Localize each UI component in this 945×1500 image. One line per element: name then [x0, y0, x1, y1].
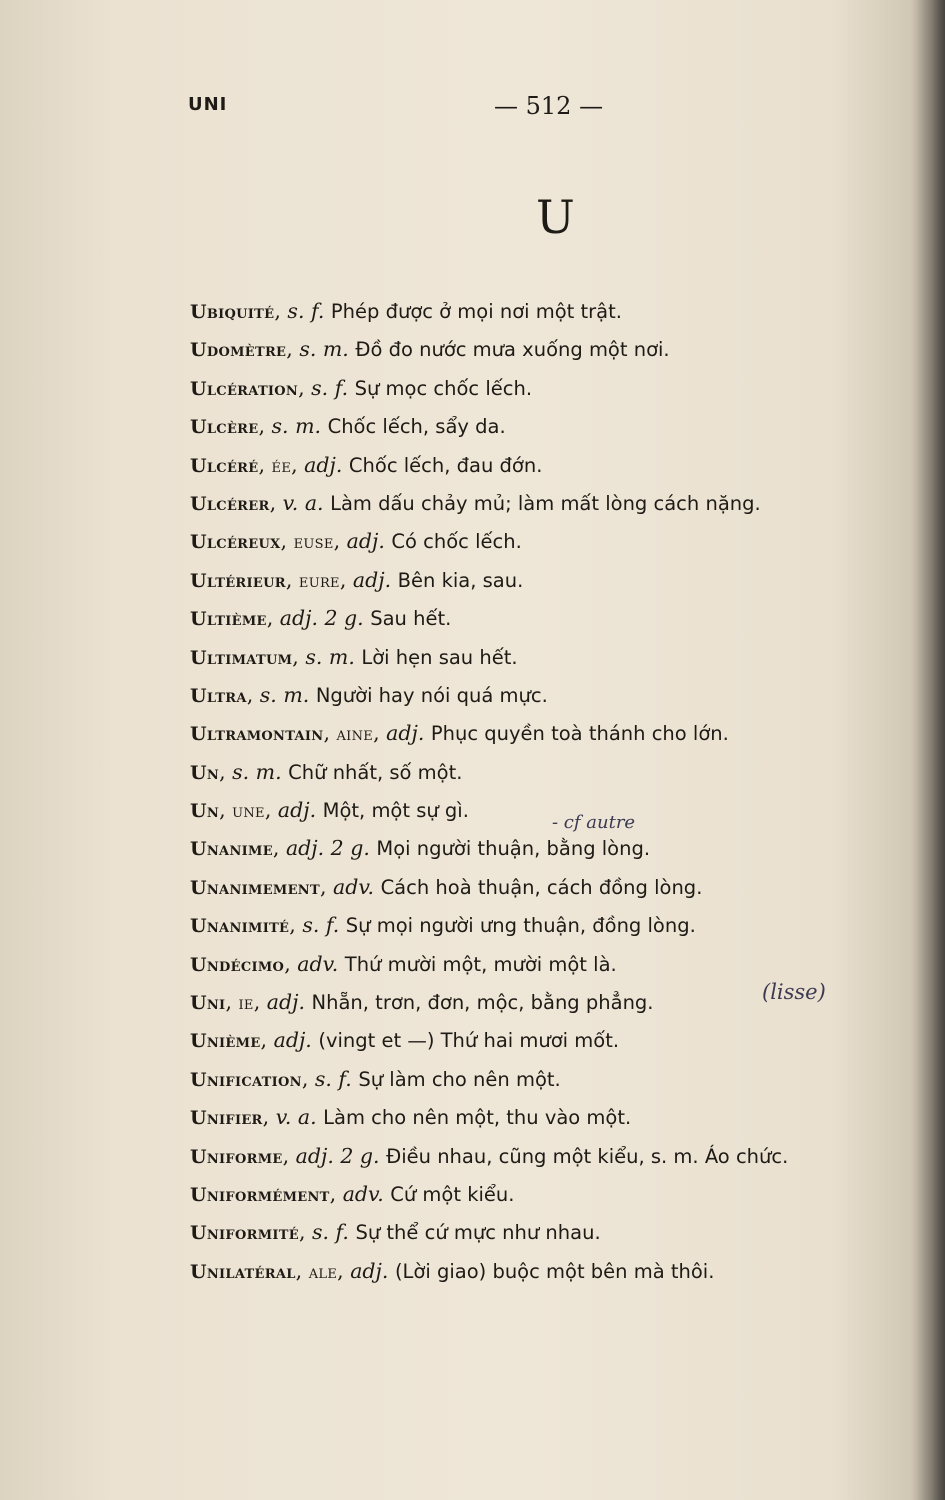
handwritten-note-lisse: (lisse) — [762, 980, 826, 1004]
entry-part-of-speech: s. f. — [314, 1066, 352, 1091]
entry-definition: Sau hết. — [370, 607, 452, 631]
entry-definition: Chốc lếch, đau đớn. — [348, 453, 543, 477]
entry-definition: Thứ mười một, mười một là. — [344, 952, 617, 976]
entry-headword: Ubiquité — [190, 301, 275, 323]
dictionary-entry: Ultérieur, eure, adj. Bên kia, sau. — [190, 567, 524, 592]
entry-headword: Ultimatum — [190, 646, 293, 669]
entry-headword: Unanimement — [190, 876, 320, 899]
entry-definition: Một, một sự gì. — [322, 799, 469, 823]
entry-headword: Uniformité — [190, 1222, 299, 1245]
entry-part-of-speech: adj. — [277, 798, 317, 823]
running-head: UNI — [188, 94, 228, 115]
dictionary-entry: Ulcéré, ée, adj. Chốc lếch, đau đớn. — [190, 452, 543, 477]
entry-part-of-speech: s. f. — [287, 299, 325, 323]
entry-headword: Uni — [190, 992, 226, 1015]
entry-definition: (vingt et —) Thứ hai mươi mốt. — [318, 1029, 620, 1053]
dictionary-entry: Uni, ie, adj. Nhẵn, trơn, đơn, mộc, bằng phẳng. — [190, 990, 654, 1015]
entry-part-of-speech: adj. — [352, 567, 392, 592]
entry-part-of-speech: v. a. — [282, 490, 324, 515]
entry-definition: Cứ một kiểu. — [390, 1182, 515, 1206]
entry-part-of-speech: s. f. — [302, 913, 340, 938]
page-gutter-shadow — [911, 0, 945, 1500]
entry-headword: Ulcéré — [190, 454, 259, 477]
entry-headword: Ulcère — [190, 416, 259, 439]
entry-headword: Undécimo — [190, 953, 285, 976]
entry-headword: Uniformément — [190, 1183, 330, 1206]
entry-part-of-speech: s. f. — [312, 1220, 349, 1245]
dictionary-entry: Unième, adj. (vingt et —) Thứ hai mươi mốt. — [190, 1028, 620, 1053]
entry-feminine-form: une — [232, 801, 265, 823]
entry-part-of-speech: adj. — [350, 1258, 389, 1283]
entry-feminine-form: aine — [336, 724, 374, 746]
entry-part-of-speech: s. m. — [271, 414, 322, 439]
dictionary-entry: Ultième, adj. 2 g. Sau hết. — [190, 606, 452, 631]
entry-definition: Sự thể cứ mực như nhau. — [355, 1221, 601, 1245]
dictionary-entry: Ulcère, s. m. Chốc lếch, sẩy da. — [190, 414, 506, 439]
dictionary-entry: Un, une, adj. Một, một sự gì. — [190, 798, 469, 823]
entry-feminine-form: ée — [271, 455, 292, 477]
dictionary-entry: Undécimo, adv. Thứ mười một, mười một là. — [190, 951, 617, 976]
entry-definition: Làm cho nên một, thu vào một. — [323, 1106, 632, 1130]
entry-part-of-speech: adv. — [333, 874, 375, 899]
entry-part-of-speech: adj. 2 g. — [285, 836, 370, 861]
dictionary-entry: Udomètre, s. m. Đồ đo nước mưa xuống một nơi. — [190, 337, 670, 362]
dictionary-entry: Ultramontain, aine, adj. Phục quyền toà thánh cho lớn. — [190, 721, 729, 746]
dictionary-entries — [190, 292, 890, 1290]
entry-feminine-form: euse — [293, 532, 334, 554]
entry-definition: Điều nhau, cũng một kiểu, s. m. Áo chức. — [386, 1144, 789, 1168]
dictionary-entry: Unanimement, adv. Cách hoà thuận, cách đồng lòng. — [190, 874, 703, 899]
entry-headword: Un — [190, 761, 220, 784]
entry-headword: Unanime — [190, 838, 273, 861]
dictionary-entry: Ulcérer, v. a. Làm dấu chảy mủ; làm mất lòng cách nặng. — [190, 490, 761, 515]
entry-definition: Mọi người thuận, bằng lòng. — [376, 837, 651, 861]
entry-headword: Ulcérer — [190, 492, 270, 515]
entry-definition: Có chốc lếch. — [391, 530, 522, 554]
entry-headword: Unilatéral — [190, 1260, 296, 1283]
dictionary-entry: Unilatéral, ale, adj. (Lời giao) buộc một bên mà thôi. — [190, 1258, 715, 1283]
dictionary-entry: Unification, s. f. Sự làm cho nên một. — [190, 1066, 561, 1091]
dictionary-entry: Unanime, adj. 2 g. Mọi người thuận, bằng lòng. — [190, 836, 651, 861]
dictionary-entry: Un, s. m. Chữ nhất, số một. — [190, 759, 463, 784]
dictionary-entry: Ultimatum, s. m. Lời hẹn sau hết. — [190, 644, 518, 669]
handwritten-note-cf-autre: - cf autre — [552, 812, 636, 833]
entry-headword: Ulcération — [190, 377, 299, 400]
entry-definition: Sự làm cho nên một. — [358, 1067, 561, 1091]
entry-headword: Un — [190, 800, 220, 823]
entry-part-of-speech: s. m. — [299, 337, 349, 362]
entry-definition: Chốc lếch, sẩy da. — [327, 415, 506, 439]
entry-part-of-speech: adv. — [342, 1181, 384, 1206]
dictionary-entry: Ultra, s. m. Người hay nói quá mực. — [190, 682, 548, 707]
entry-part-of-speech: adj. 2 g. — [295, 1143, 380, 1168]
entry-headword: Unanimité — [190, 915, 290, 938]
entry-definition: Đồ đo nước mưa xuống một nơi. — [355, 338, 670, 362]
entry-headword: Ultramontain — [190, 723, 324, 746]
entry-part-of-speech: adj. — [266, 990, 305, 1015]
entry-definition: Sự mọi người ưng thuận, đồng lòng. — [345, 914, 696, 938]
dictionary-entry: Ulcéreux, euse, adj. Có chốc lếch. — [190, 529, 522, 554]
page-number: — 512 — — [494, 92, 604, 120]
entry-headword: Ulcéreux — [190, 531, 281, 554]
entry-headword: Unifier — [190, 1107, 263, 1130]
entry-definition: Người hay nói quá mực. — [315, 683, 548, 707]
dictionary-entry: Unanimité, s. f. Sự mọi người ưng thuận, đồng lòng. — [190, 913, 696, 938]
entry-definition: Làm dấu chảy mủ; làm mất lòng cách nặng. — [330, 491, 761, 515]
entry-part-of-speech: s. f. — [311, 375, 349, 400]
entry-definition: (Lời giao) buộc một bên mà thôi. — [394, 1259, 715, 1283]
entry-part-of-speech: adv. — [297, 951, 339, 976]
entry-headword: Udomètre — [190, 339, 287, 362]
entry-headword: Uniforme — [190, 1145, 283, 1168]
entry-part-of-speech: adj. — [346, 529, 385, 554]
entry-part-of-speech: adj. — [304, 452, 343, 477]
entry-definition: Sự mọc chốc lếch. — [354, 376, 533, 400]
entry-definition: Phép được ở mọi nơi một trật. — [330, 300, 622, 323]
entry-headword: Unification — [190, 1068, 302, 1091]
entry-feminine-form: ie — [238, 993, 254, 1015]
entry-part-of-speech: v. a. — [275, 1105, 317, 1130]
entry-definition: Cách hoà thuận, cách đồng lòng. — [380, 875, 703, 899]
entry-headword: Ultérieur — [190, 569, 286, 592]
dictionary-entry: Ubiquité, s. f. Phép được ở mọi nơi một trật. — [190, 299, 622, 323]
dictionary-entry: Unifier, v. a. Làm cho nên một, thu vào một. — [190, 1105, 632, 1130]
entry-part-of-speech: s. m. — [305, 644, 355, 669]
dictionary-entry: Uniformément, adv. Cứ một kiểu. — [190, 1181, 515, 1206]
section-letter: U — [536, 190, 575, 244]
entry-headword: Ultième — [190, 608, 267, 631]
dictionary-entry: Ulcération, s. f. Sự mọc chốc lếch. — [190, 375, 533, 400]
entry-part-of-speech: s. m. — [259, 682, 310, 707]
entry-definition: Chữ nhất, số một. — [288, 760, 463, 784]
dictionary-entry: Uniformité, s. f. Sự thể cứ mực như nhau. — [190, 1220, 601, 1245]
entry-part-of-speech: adj. — [273, 1028, 312, 1053]
entry-headword: Unième — [190, 1030, 261, 1053]
entry-headword: Ultra — [190, 684, 247, 707]
dictionary-entry: Uniforme, adj. 2 g. Điều nhau, cũng một kiểu, s. m. Áo chức. — [190, 1143, 789, 1168]
entry-part-of-speech: adj. 2 g. — [279, 606, 364, 631]
entry-definition: Nhẵn, trơn, đơn, mộc, bằng phẳng. — [311, 991, 654, 1015]
entry-definition: Bên kia, sau. — [397, 568, 524, 592]
entry-part-of-speech: s. m. — [232, 759, 282, 784]
entry-feminine-form: ale — [308, 1261, 338, 1283]
entry-definition: Lời hẹn sau hết. — [361, 645, 518, 669]
entry-part-of-speech: adj. — [386, 721, 425, 746]
entry-feminine-form: eure — [298, 570, 340, 592]
entry-definition: Phục quyền toà thánh cho lớn. — [430, 722, 729, 746]
